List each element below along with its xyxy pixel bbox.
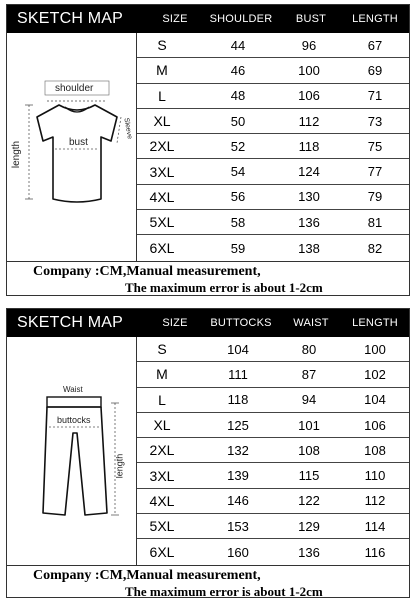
value-cell: 153 (227, 518, 249, 534)
value-cell: 114 (364, 518, 386, 534)
value-cell: 52 (230, 138, 246, 154)
value-cell: 125 (227, 417, 249, 433)
value-cell: 136 (298, 544, 320, 560)
size-cell: XL (153, 417, 171, 434)
size-cell: XL (153, 113, 171, 130)
value-cell: 73 (367, 113, 383, 129)
value-cell: 129 (298, 518, 320, 534)
value-cell: 136 (298, 214, 320, 230)
buttocks-label: buttocks (57, 415, 91, 425)
value-cell: 104 (364, 392, 386, 408)
value-cell: 115 (298, 468, 320, 484)
table-row (137, 159, 409, 184)
value-cell: 139 (227, 468, 249, 484)
size-cell: 2XL (149, 138, 175, 155)
length-label: length (11, 140, 23, 169)
table-row (137, 514, 409, 539)
column-header-length: LENGTH (352, 13, 398, 25)
shoulder-label: shoulder (55, 83, 94, 94)
value-cell: 71 (367, 88, 383, 104)
value-cell: 138 (298, 240, 320, 256)
waist-label: Waist (63, 385, 83, 394)
column-header-buttocks: BUTTOCKS (210, 317, 272, 329)
size-cell: M (156, 62, 168, 79)
value-cell: 116 (364, 544, 386, 560)
value-cell: 80 (301, 341, 317, 357)
value-cell: 44 (230, 37, 246, 53)
size-cell: L (158, 391, 166, 408)
value-cell: 122 (298, 493, 320, 509)
size-cell: 3XL (149, 163, 175, 180)
size-cell: 5XL (149, 518, 175, 535)
table-row (137, 388, 409, 413)
size-cell: 3XL (149, 467, 175, 484)
value-cell: 112 (364, 493, 386, 509)
shirt-sketch (7, 33, 137, 261)
value-cell: 108 (364, 442, 386, 458)
shirt-size-chart (6, 4, 410, 296)
column-header-bust: BUST (295, 13, 327, 25)
value-cell: 67 (367, 37, 383, 53)
note-line-1: Company :CM,Manual measurement, (33, 264, 261, 279)
value-cell: 102 (364, 366, 386, 382)
shirt-chart-header (7, 5, 409, 33)
table-row (137, 84, 409, 109)
note-line-2: The maximum error is about 1-2cm (125, 280, 323, 295)
value-cell: 46 (230, 62, 246, 78)
value-cell: 124 (298, 164, 320, 180)
value-cell: 77 (367, 164, 383, 180)
value-cell: 160 (227, 544, 249, 560)
size-cell: L (158, 87, 166, 104)
table-row (137, 438, 409, 463)
table-row (137, 539, 409, 564)
value-cell: 69 (367, 62, 383, 78)
value-cell: 75 (367, 138, 383, 154)
value-cell: 106 (364, 417, 386, 433)
size-cell: S (157, 341, 167, 358)
note-line-1: Company :CM,Manual measurement, (33, 568, 261, 583)
measurement-note (7, 261, 409, 295)
value-cell: 48 (230, 88, 246, 104)
value-cell: 110 (364, 468, 386, 484)
value-cell: 58 (230, 214, 246, 230)
column-header-waist: WAIST (293, 317, 329, 329)
value-cell: 132 (227, 442, 249, 458)
length-label: length (114, 453, 125, 479)
value-cell: 100 (364, 341, 386, 357)
table-row (137, 463, 409, 488)
pants-chart-header (7, 309, 409, 337)
value-cell: 118 (227, 392, 249, 408)
column-header-size: SIZE (162, 13, 188, 25)
value-cell: 108 (298, 442, 320, 458)
size-cell: S (157, 37, 167, 54)
size-cell: 6XL (149, 240, 175, 257)
table-row (137, 185, 409, 210)
table-row (137, 362, 409, 387)
value-cell: 56 (230, 189, 246, 205)
table-row (137, 109, 409, 134)
pants-size-chart (6, 308, 410, 598)
size-cell: 2XL (149, 442, 175, 459)
value-cell: 146 (227, 493, 249, 509)
value-cell: 104 (227, 341, 249, 357)
size-cell: 6XL (149, 544, 175, 561)
value-cell: 81 (367, 214, 383, 230)
value-cell: 96 (301, 37, 317, 53)
sleeve-label: Sleeve (122, 117, 134, 140)
size-cell: 4XL (149, 188, 175, 205)
bust-label: bust (69, 137, 88, 148)
table-row (137, 337, 409, 362)
pants-icon (7, 337, 137, 565)
size-cell: 4XL (149, 492, 175, 509)
shirt-size-table (137, 33, 409, 261)
size-cell: M (156, 366, 168, 383)
sketch-map-title: SKETCH MAP (17, 10, 124, 27)
measurement-note (7, 565, 409, 597)
table-row (137, 58, 409, 83)
table-row (137, 134, 409, 159)
table-row (137, 210, 409, 235)
value-cell: 130 (298, 189, 320, 205)
value-cell: 112 (298, 113, 320, 129)
value-cell: 59 (230, 240, 246, 256)
table-row (137, 413, 409, 438)
value-cell: 79 (367, 189, 383, 205)
value-cell: 54 (230, 164, 246, 180)
pants-size-table (137, 337, 409, 565)
table-row (137, 33, 409, 58)
value-cell: 106 (298, 88, 320, 104)
value-cell: 101 (298, 417, 320, 433)
value-cell: 118 (298, 138, 320, 154)
value-cell: 87 (301, 366, 317, 382)
table-row (137, 489, 409, 514)
column-header-size: SIZE (162, 317, 188, 329)
value-cell: 82 (367, 240, 383, 256)
value-cell: 111 (228, 366, 248, 382)
table-row (137, 235, 409, 260)
value-cell: 94 (301, 392, 317, 408)
size-cell: 5XL (149, 214, 175, 231)
pants-sketch (7, 337, 137, 565)
column-header-length: LENGTH (352, 317, 398, 329)
sketch-map-title: SKETCH MAP (17, 314, 124, 331)
note-line-2: The maximum error is about 1-2cm (125, 584, 323, 599)
value-cell: 100 (298, 62, 320, 78)
column-header-shoulder: SHOULDER (209, 13, 273, 25)
value-cell: 50 (230, 113, 246, 129)
